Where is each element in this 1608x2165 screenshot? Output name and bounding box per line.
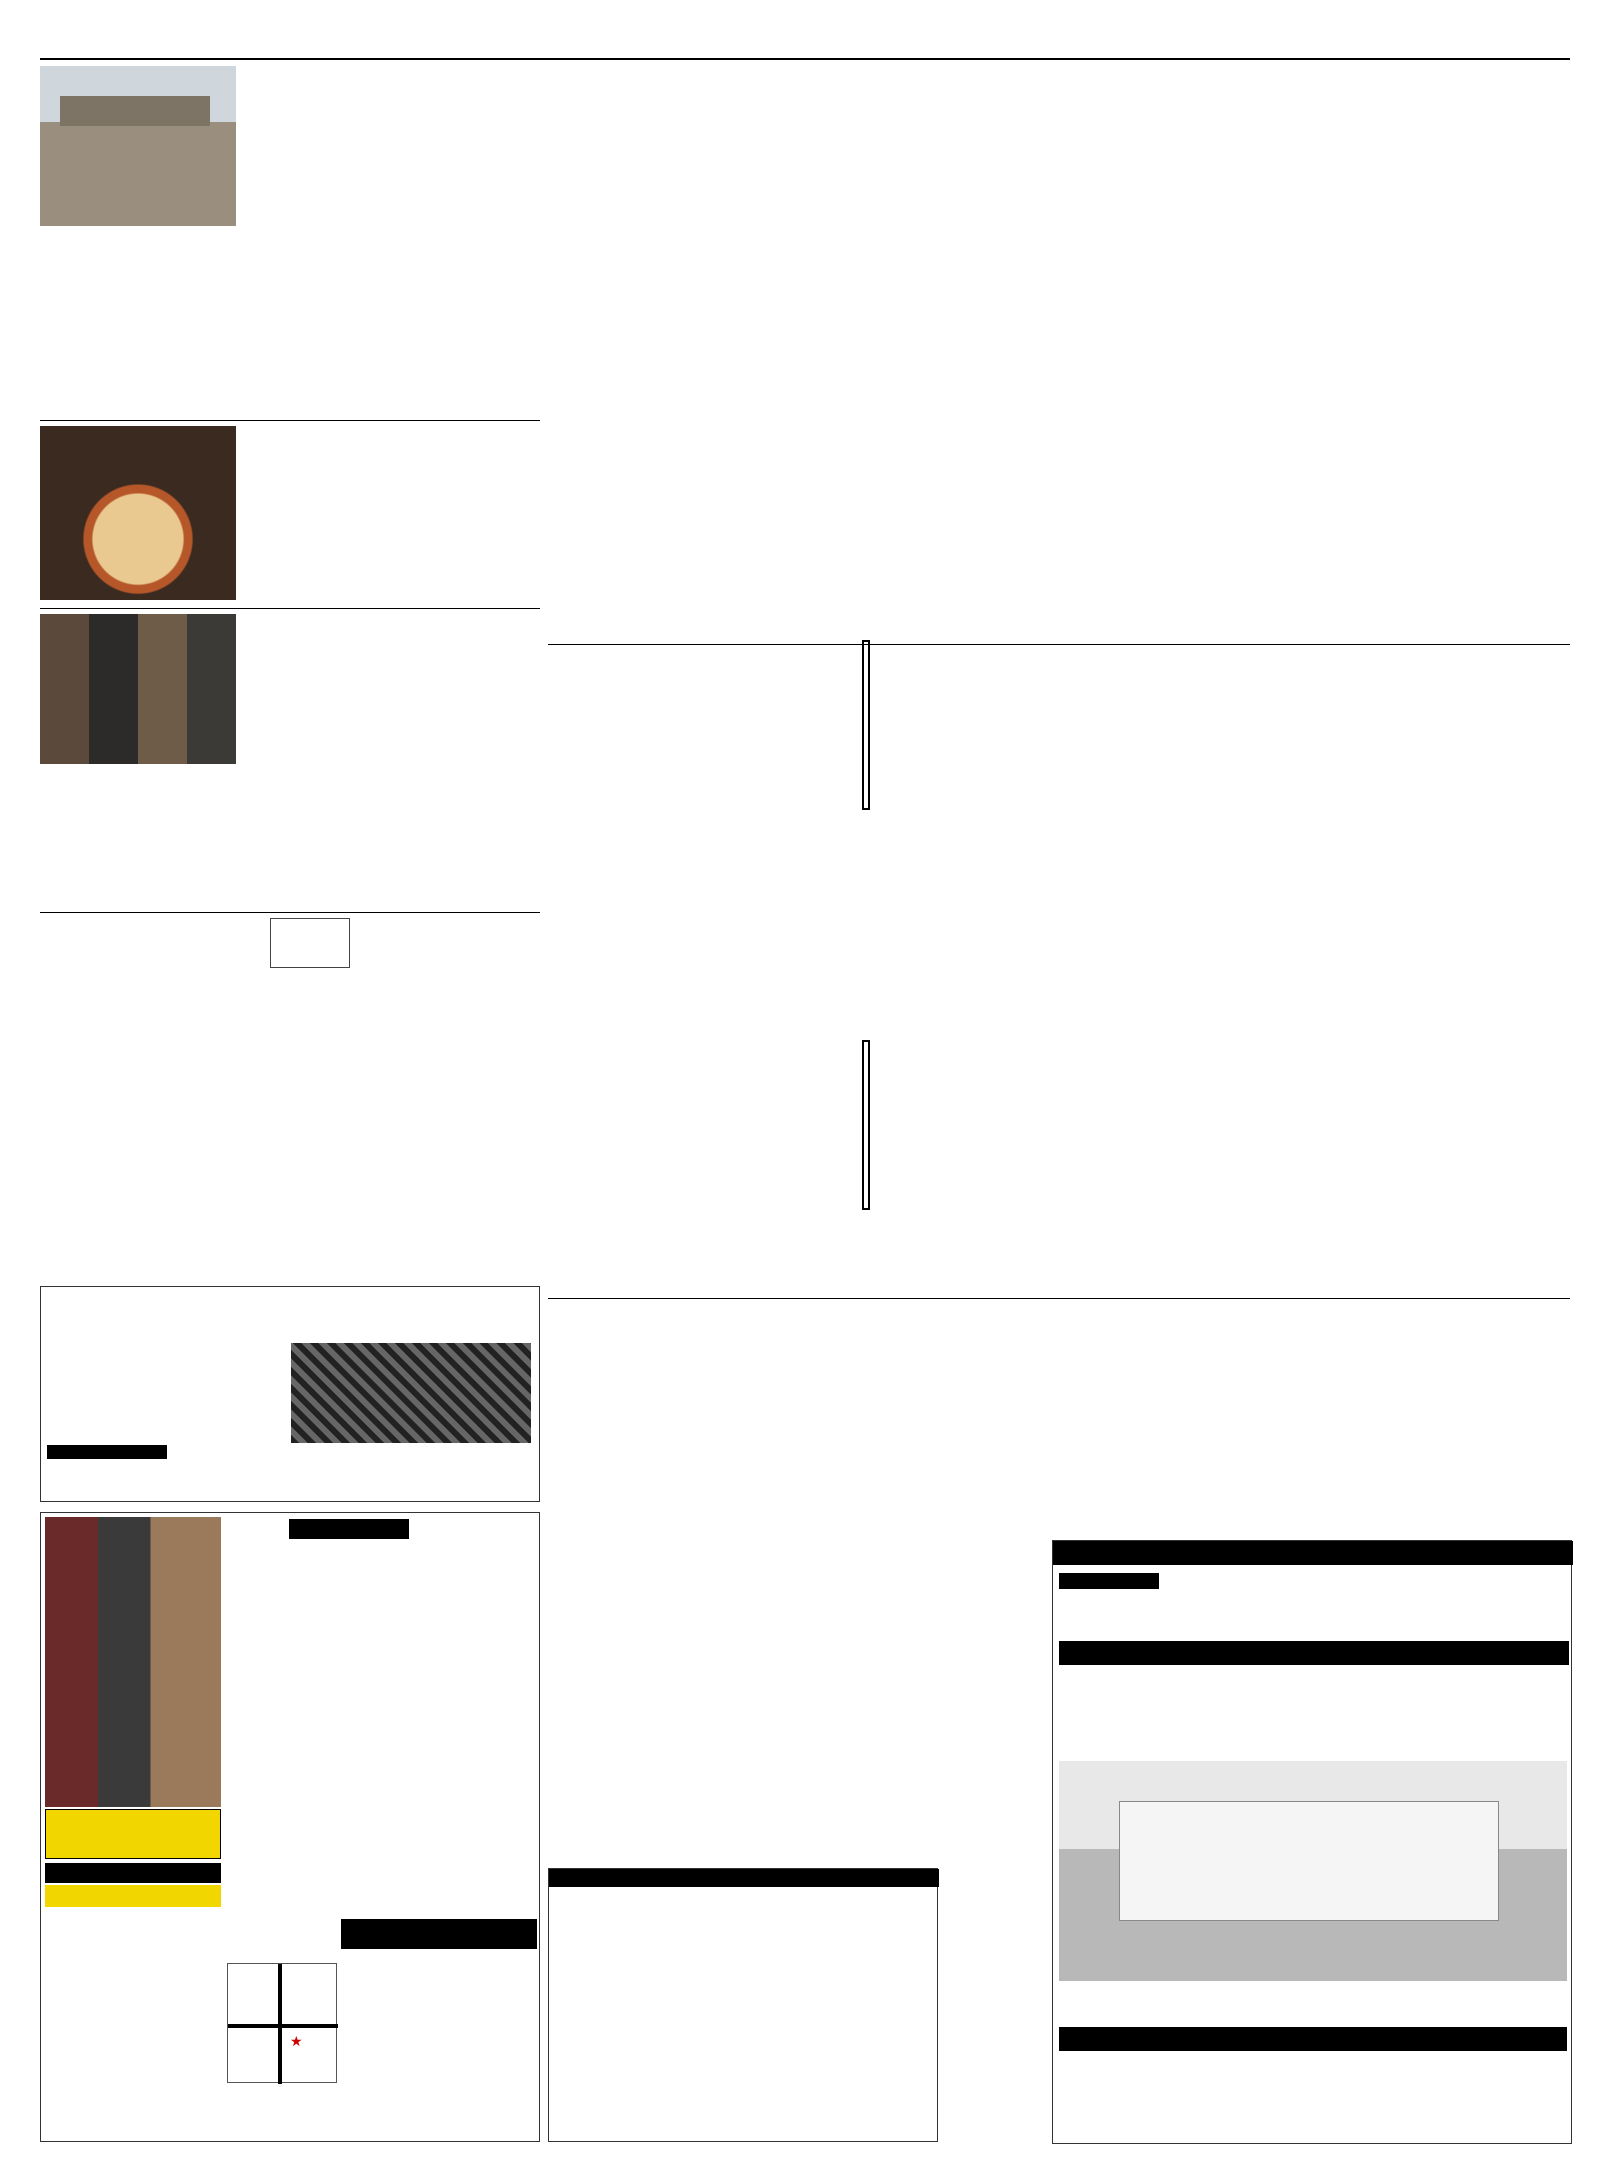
- ixe-items: [49, 1911, 221, 1979]
- beach-cleanup-photo: [40, 66, 236, 226]
- section-6day-body: [548, 66, 858, 1016]
- fashion-photo: [45, 1517, 221, 1807]
- kimono-photo: [291, 1343, 531, 1443]
- hall-photo: [1059, 1761, 1567, 1981]
- column-body-cont: [270, 1080, 540, 1280]
- story3-body-cont: [40, 770, 236, 908]
- corner-off: [45, 1885, 221, 1907]
- story1-body: [240, 66, 452, 416]
- story2-body: [240, 426, 454, 606]
- list-item: [49, 1945, 221, 1962]
- bestseller-header: [549, 1869, 939, 1887]
- furisode-tel-label: [47, 1445, 167, 1459]
- ixe-side-text: [227, 1517, 287, 1897]
- story1-body-cont: [40, 232, 236, 416]
- yasuragi-parking-row: [1059, 1989, 1567, 2023]
- column-title: [270, 918, 350, 968]
- section-7day-headline: [862, 1040, 870, 1210]
- list-item: [49, 1962, 221, 1979]
- bestseller-box: [548, 1868, 938, 2142]
- list-item: [49, 1928, 221, 1945]
- section-6day-headline: [862, 640, 870, 810]
- ixe-map: [227, 1963, 337, 2083]
- yasuragi-banner: [1059, 1573, 1159, 1589]
- furisode-services: [51, 1397, 281, 1401]
- ixe-ad: [40, 1512, 540, 2142]
- yasuragi-top-line: [1053, 1541, 1573, 1565]
- cake-photo: [40, 426, 236, 600]
- divider: [40, 608, 540, 609]
- column-body: [40, 918, 266, 1278]
- furisode-ad: [40, 1286, 540, 1502]
- story3-body: [240, 614, 490, 908]
- page-header: [40, 30, 1570, 60]
- ixe-shop-small: [289, 1519, 409, 1539]
- textile-photo: [40, 614, 236, 764]
- store-marker-icon: ★: [290, 2034, 303, 2050]
- yasuragi-ad: [1052, 1540, 1572, 2144]
- yasuragi-open: [1059, 1641, 1569, 1665]
- corner-label: [45, 1863, 221, 1883]
- ixe-body: [291, 1553, 391, 1893]
- divider: [40, 912, 540, 913]
- section-7day-body: [548, 1040, 858, 1870]
- ixe-brand: [341, 1919, 537, 1949]
- yasuragi-assoc: [1059, 2027, 1567, 2051]
- divider: [40, 420, 540, 421]
- blouse-box: [45, 1809, 221, 1859]
- list-item: [49, 1911, 221, 1928]
